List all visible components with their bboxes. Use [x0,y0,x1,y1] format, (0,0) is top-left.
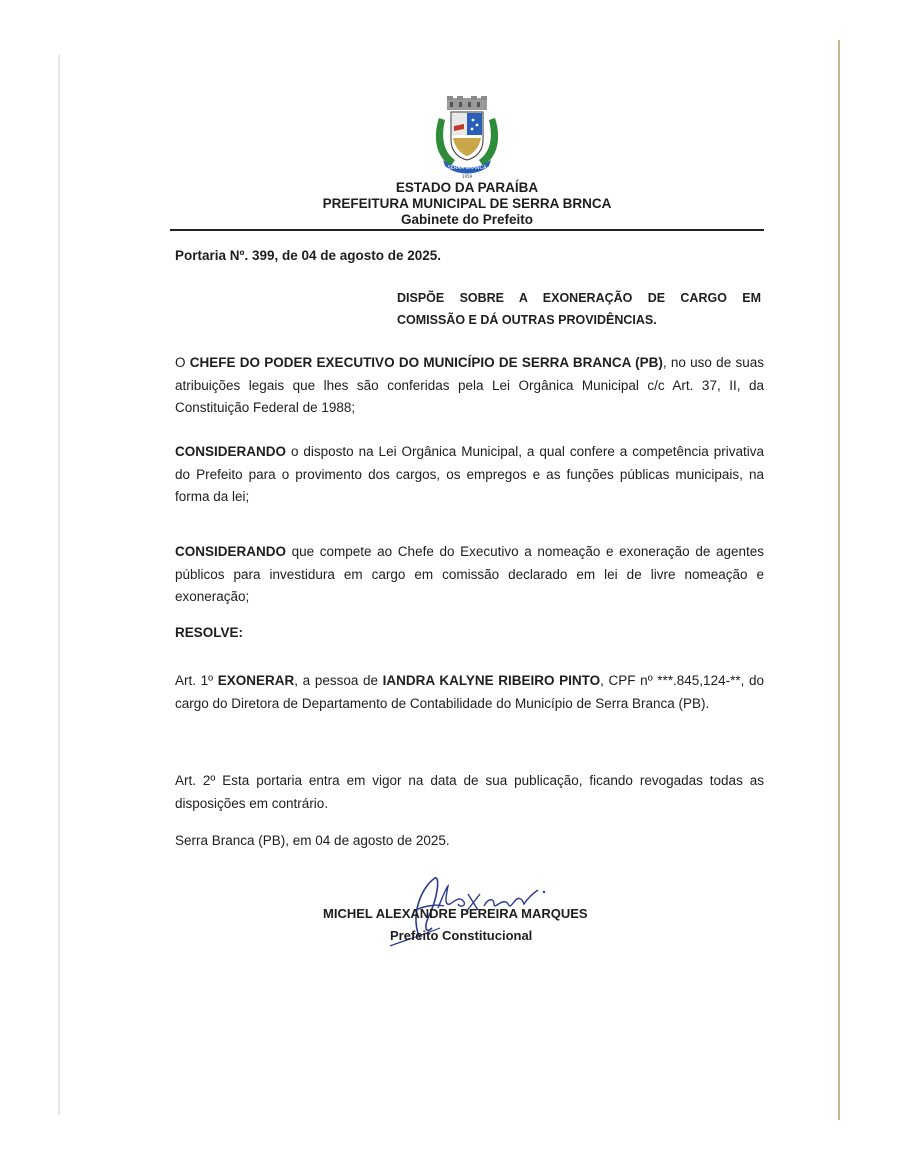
person-name: IANDRA KALYNE RIBEIRO PINTO [382,673,601,688]
preamble-authority: CHEFE DO PODER EXECUTIVO DO MUNICÍPIO DE SERRA BRANCA (PB) [189,355,663,370]
header-prefecture: PREFEITURA MUNICIPAL DE SERRA BRNCA [322,196,612,211]
page-edge-left [58,55,60,1115]
crest-motto: SERRA BRANCA [447,165,487,171]
place-date: Serra Branca (PB), em 04 de agosto de 2025. [175,833,450,848]
resolve-heading: RESOLVE: [175,625,244,640]
signatory-name: MICHEL ALEXANDRE PEREIRA MARQUES [323,906,588,921]
exonerar-keyword: EXONERAR [217,673,295,688]
portaria-title: Portaria Nº. 399, de 04 de agosto de 2025. [175,248,442,263]
considerando-paragraph-1: CONSIDERANDO o disposto na Lei Orgânica Municipal, a qual confere a competência privativa do Prefeito para o provimento dos cargos, os empregos e as funções públicas municipais, na forma da lei; [175,444,764,504]
preamble-paragraph: O CHEFE DO PODER EXECUTIVO DO MUNICÍPIO DE SERRA BRANCA (PB), no uso de suas atribuições legais que lhes são conferidas pela Lei Orgânica Municipal c/c Art. 37, II, da Constituição Federal de 1988; [175,355,764,415]
crest-year: 1959 [461,174,473,179]
header-office: Gabinete do Prefeito [400,212,534,227]
considerando-label: CONSIDERANDO [175,544,287,559]
header-divider [170,229,764,231]
header-state: ESTADO DA PARAÍBA [395,180,539,195]
page-edge-right [838,40,840,1120]
considerando-paragraph-2: CONSIDERANDO que compete ao Chefe do Executivo a nomeação e exoneração de agentes públicos para investidura em cargo em comissão declarado em lei de livre nomeação e exoneração; [175,544,764,604]
signatory-role: Prefeito Constitucional [390,928,533,943]
article-2: Art. 2º Esta portaria entra em vigor na data de sua publicação, ficando revogadas todas as disposições em contrário. [175,773,764,811]
considerando-label: CONSIDERANDO [175,444,287,459]
article-1: Art. 1º EXONERAR, a pessoa de IANDRA KALYNE RIBEIRO PINTO, CPF nº ***.845,124-**, do cargo do Diretora de Departamento de Contabilidade do Município de Serra Branca (PB). [175,673,765,711]
ementa: DISPÕE SOBRE A EXONERAÇÃO DE CARGO EM COMISSÃO E DÁ OUTRAS PROVIDÊNCIAS. [397,291,761,327]
municipal-crest-icon [433,96,501,180]
